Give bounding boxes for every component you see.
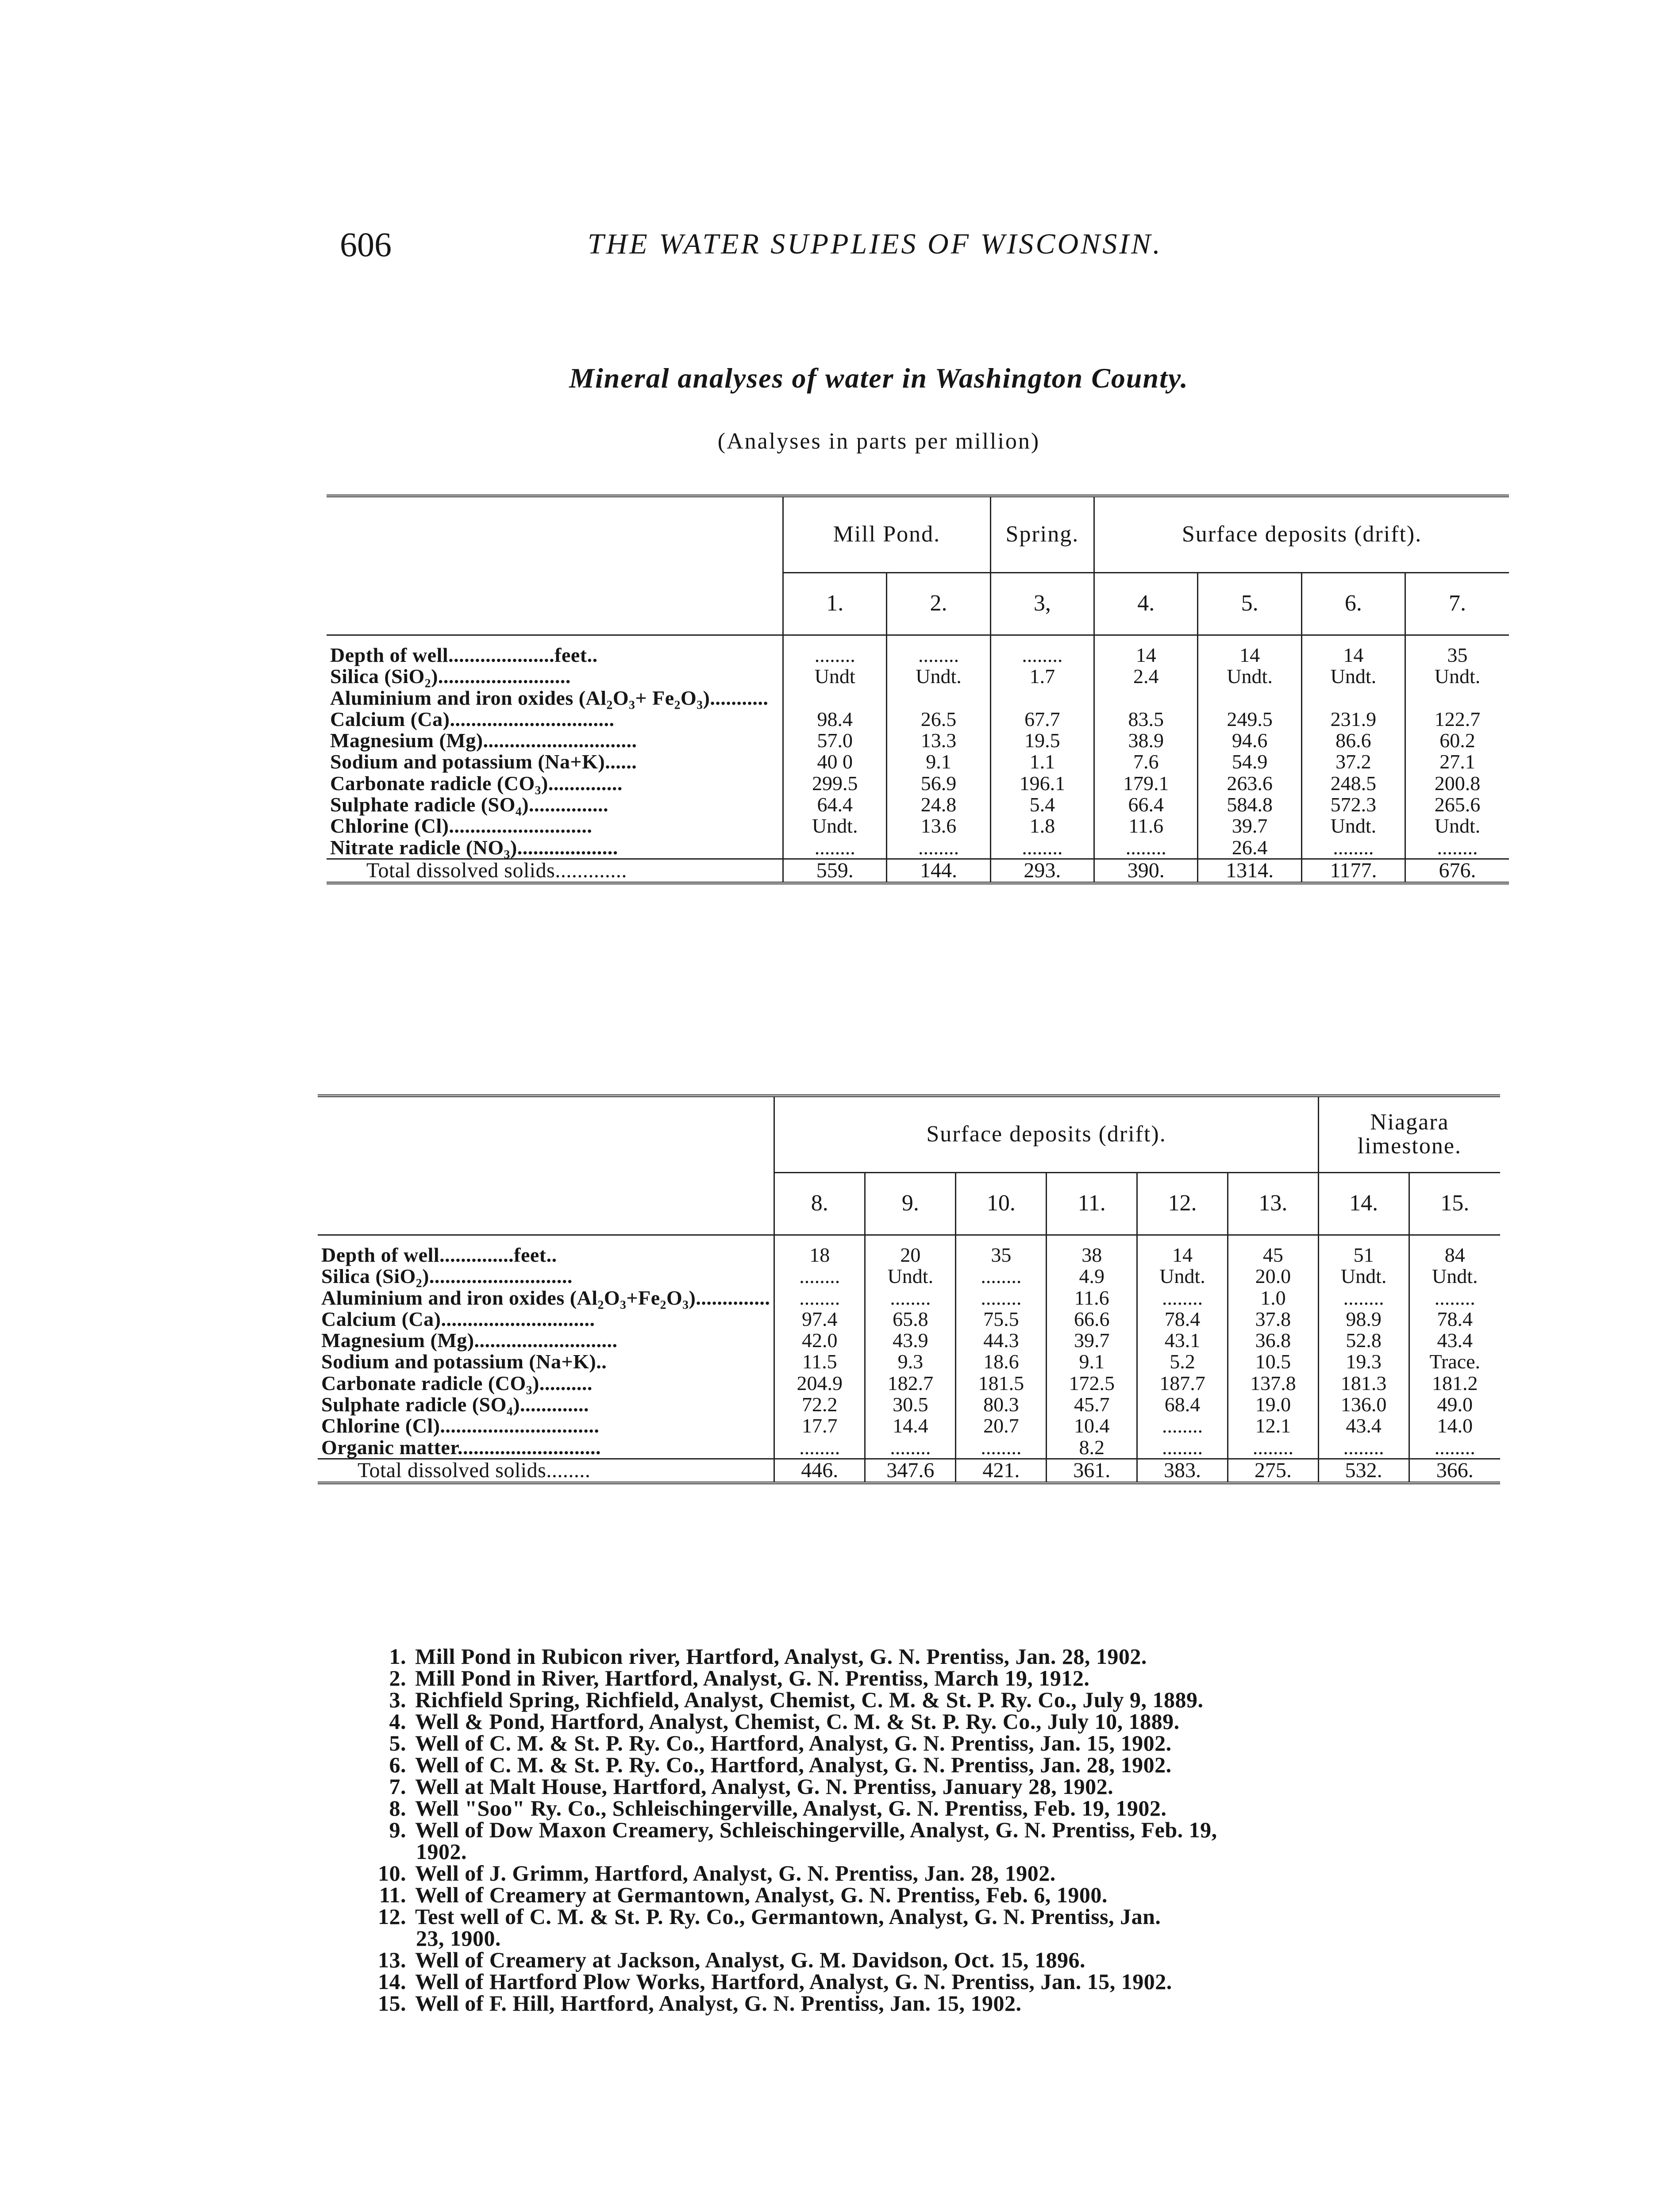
column-number: 5. <box>1198 572 1301 635</box>
page-number: 606 <box>340 225 392 264</box>
value-cell: 37.2 <box>1301 751 1405 772</box>
group-header-row <box>327 496 1509 572</box>
table-row <box>327 751 1509 772</box>
value-cell: 66.4 <box>1094 794 1198 815</box>
value-cell: 72.2 <box>774 1394 865 1415</box>
value-cell: 7.6 <box>1094 751 1198 772</box>
value-cell: Undt. <box>1301 666 1405 687</box>
value-cell: 14 <box>1301 645 1405 666</box>
value-cell: ........ <box>887 837 990 859</box>
total-cell: 532. <box>1318 1459 1409 1483</box>
note-number: 3. <box>389 1687 406 1712</box>
value-cell: 231.9 <box>1301 709 1405 730</box>
value-cell: 8.2 <box>1047 1437 1137 1459</box>
value-cell: 10.5 <box>1228 1351 1318 1372</box>
table-row <box>318 1287 1500 1309</box>
note-item <box>350 1884 1518 1906</box>
value-cell: Undt. <box>1301 815 1405 837</box>
value-cell: ........ <box>956 1437 1047 1459</box>
row-label: Chlorine (Cl)........................... <box>330 814 593 837</box>
value-cell: 60.2 <box>1405 730 1509 751</box>
row-label: Sodium and potassium (Na+K)...... <box>330 750 637 773</box>
total-label: Total dissolved solids........ <box>318 1459 774 1483</box>
value-cell: 248.5 <box>1301 773 1405 794</box>
note-item <box>350 1819 1518 1841</box>
value-cell: 181.5 <box>956 1373 1047 1394</box>
total-cell: 383. <box>1137 1459 1228 1483</box>
value-cell: 35 <box>956 1244 1047 1266</box>
total-cell: 144. <box>887 859 990 883</box>
table-row <box>318 1415 1500 1436</box>
note-item <box>350 1754 1518 1776</box>
column-number: 9. <box>865 1172 956 1235</box>
note-text: Well of J. Grimm, Hartford, Analyst, G. N. Prentiss, Jan. 28, 1902. <box>415 1861 1056 1886</box>
value-cell <box>887 687 990 709</box>
row-label: Carbonate radicle (CO₃).............. <box>330 772 623 795</box>
row-label: Silica (SiO₂)......................... <box>330 665 571 688</box>
value-cell: ........ <box>1137 1437 1228 1459</box>
value-cell: ........ <box>1405 837 1509 859</box>
value-cell: 97.4 <box>774 1309 865 1330</box>
value-cell: 64.4 <box>783 794 887 815</box>
table-row <box>327 815 1509 837</box>
column-number: 8. <box>774 1172 865 1235</box>
value-cell: Undt <box>783 666 887 687</box>
column-number: 1. <box>783 572 887 635</box>
value-cell: 1.8 <box>990 815 1094 837</box>
value-cell: 19.3 <box>1318 1351 1409 1372</box>
value-cell: 26.5 <box>887 709 990 730</box>
note-text: Well of C. M. & St. P. Ry. Co., Hartford, Analyst, G. N. Prentiss, Jan. 28, 1902. <box>415 1752 1172 1777</box>
value-cell: ........ <box>956 1287 1047 1309</box>
row-label: Depth of well..............feet.. <box>321 1244 557 1266</box>
page-header <box>340 225 1411 273</box>
value-cell <box>990 687 1094 709</box>
row-label: Depth of well....................feet.. <box>330 644 598 666</box>
value-cell: 136.0 <box>1318 1394 1409 1415</box>
value-cell: ........ <box>887 645 990 666</box>
value-cell: 181.2 <box>1409 1373 1500 1394</box>
value-cell: 39.7 <box>1198 815 1301 837</box>
total-cell: 347.6 <box>865 1459 956 1483</box>
value-cell: 9.3 <box>865 1351 956 1372</box>
value-cell: 19.5 <box>990 730 1094 751</box>
table-row <box>318 1351 1500 1372</box>
value-cell: 14 <box>1198 645 1301 666</box>
column-number-row <box>327 572 1509 635</box>
note-number: 15. <box>378 1991 406 2016</box>
column-number: 15. <box>1409 1172 1500 1235</box>
value-cell: 12.1 <box>1228 1415 1318 1436</box>
group-header: Mill Pond. <box>783 496 991 572</box>
value-cell: 66.6 <box>1047 1309 1137 1330</box>
note-item <box>350 1711 1518 1732</box>
column-number: 11. <box>1047 1172 1137 1235</box>
value-cell: 137.8 <box>1228 1373 1318 1394</box>
note-text: Test well of C. M. & St. P. Ry. Co., Germantown, Analyst, G. N. Prentiss, Jan. <box>415 1904 1161 1929</box>
value-cell: 43.1 <box>1137 1330 1228 1351</box>
note-item <box>350 1906 1518 1928</box>
value-cell: 200.8 <box>1405 773 1509 794</box>
value-cell: 94.6 <box>1198 730 1301 751</box>
value-cell: ........ <box>783 837 887 859</box>
value-cell: ........ <box>990 645 1094 666</box>
value-cell: 187.7 <box>1137 1373 1228 1394</box>
column-number: 14. <box>1318 1172 1409 1235</box>
running-title: THE WATER SUPPLIES OF WISCONSIN. <box>588 228 1162 260</box>
blank-header <box>318 1096 774 1172</box>
value-cell: 122.7 <box>1405 709 1509 730</box>
value-cell: 299.5 <box>783 773 887 794</box>
note-text: Well of C. M. & St. P. Ry. Co., Hartford, Analyst, G. N. Prentiss, Jan. 15, 1902. <box>415 1731 1172 1755</box>
analysis-table-1 <box>327 495 1509 887</box>
table-row <box>318 1373 1500 1394</box>
value-cell <box>783 687 887 709</box>
value-cell: 9.1 <box>1047 1351 1137 1372</box>
value-cell: 98.9 <box>1318 1309 1409 1330</box>
note-text: Well of Dow Maxon Creamery, Schleischingerville, Analyst, G. N. Prentiss, Feb. 19, <box>415 1817 1217 1842</box>
row-label: Aluminium and iron oxides (Al₂O₃+ Fe₂O₃)........... <box>330 686 769 709</box>
value-cell: 18 <box>774 1244 865 1266</box>
total-label: Total dissolved solids............. <box>327 859 783 883</box>
value-cell: 13.6 <box>887 815 990 837</box>
value-cell: Undt. <box>1405 815 1509 837</box>
value-cell: 5.4 <box>990 794 1094 815</box>
total-cell: 559. <box>783 859 887 883</box>
row-label: Sodium and potassium (Na+K).. <box>321 1350 607 1373</box>
note-text: Well "Soo" Ry. Co., Schleischingerville, Analyst, G. N. Prentiss, Feb. 19, 1902. <box>415 1796 1167 1820</box>
value-cell <box>1405 687 1509 709</box>
note-number: 8. <box>389 1796 406 1820</box>
column-number: 10. <box>956 1172 1047 1235</box>
note-text: Richfield Spring, Richfield, Analyst, Chemist, C. M. & St. P. Ry. Co., July 9, 1889. <box>415 1687 1204 1712</box>
value-cell: 20 <box>865 1244 956 1266</box>
value-cell: Trace. <box>1409 1351 1500 1372</box>
note-text: Well of Hartford Plow Works, Hartford, Analyst, G. N. Prentiss, Jan. 15, 1902. <box>415 1969 1172 1994</box>
column-number: 7. <box>1405 572 1509 635</box>
value-cell: 14 <box>1094 645 1198 666</box>
total-cell: 366. <box>1409 1459 1500 1483</box>
value-cell: 84 <box>1409 1244 1500 1266</box>
column-number: 6. <box>1301 572 1405 635</box>
value-cell: 19.0 <box>1228 1394 1318 1415</box>
source-notes <box>350 1646 1518 2014</box>
value-cell: 75.5 <box>956 1309 1047 1330</box>
value-cell: 35 <box>1405 645 1509 666</box>
column-number: 13. <box>1228 1172 1318 1235</box>
value-cell: 86.6 <box>1301 730 1405 751</box>
total-cell: 1177. <box>1301 859 1405 883</box>
value-cell: 39.7 <box>1047 1330 1137 1351</box>
bottom-rule-row <box>327 883 1509 887</box>
table-row <box>327 794 1509 815</box>
note-number: 4. <box>389 1709 406 1734</box>
value-cell: 43.9 <box>865 1330 956 1351</box>
value-cell: 42.0 <box>774 1330 865 1351</box>
note-text: Mill Pond in River, Hartford, Analyst, G. N. Prentiss, March 19, 1912. <box>415 1666 1090 1690</box>
table-row <box>318 1244 1500 1266</box>
value-cell: 54.9 <box>1198 751 1301 772</box>
value-cell: ........ <box>1137 1415 1228 1436</box>
value-cell: Undt. <box>1409 1266 1500 1287</box>
row-label: Nitrate radicle (NO₃)................... <box>330 836 618 859</box>
value-cell: 40 0 <box>783 751 887 772</box>
row-label: Magnesium (Mg)............................. <box>330 729 637 752</box>
value-cell: Undt. <box>1405 666 1509 687</box>
value-cell: Undt. <box>865 1266 956 1287</box>
value-cell: ........ <box>990 837 1094 859</box>
value-cell: 30.5 <box>865 1394 956 1415</box>
note-item <box>350 1797 1518 1819</box>
value-cell: ........ <box>1318 1437 1409 1459</box>
value-cell <box>1301 687 1405 709</box>
blank-header <box>318 1172 774 1235</box>
value-cell: 179.1 <box>1094 773 1198 794</box>
value-cell: ........ <box>1228 1437 1318 1459</box>
note-item <box>350 1732 1518 1754</box>
spacer-row <box>327 635 1509 645</box>
value-cell: 80.3 <box>956 1394 1047 1415</box>
value-cell: 20.7 <box>956 1415 1047 1436</box>
note-number: 13. <box>378 1947 406 1972</box>
note-item <box>350 1776 1518 1797</box>
note-text: Well of Creamery at Jackson, Analyst, G. M. Davidson, Oct. 15, 1896. <box>415 1947 1085 1972</box>
note-item <box>350 1646 1518 1667</box>
value-cell <box>1094 687 1198 709</box>
value-cell: 17.7 <box>774 1415 865 1436</box>
value-cell: ........ <box>1094 837 1198 859</box>
total-cell: 361. <box>1047 1459 1137 1483</box>
column-number: 2. <box>887 572 990 635</box>
note-continuation: 23, 1900. <box>416 1926 501 1951</box>
value-cell: 14.4 <box>865 1415 956 1436</box>
value-cell: 1.7 <box>990 666 1094 687</box>
value-cell: 56.9 <box>887 773 990 794</box>
analysis-table-2 <box>318 1094 1500 1487</box>
value-cell: ........ <box>1318 1287 1409 1309</box>
note-number: 6. <box>389 1752 406 1777</box>
value-cell: 49.0 <box>1409 1394 1500 1415</box>
note-text: Mill Pond in Rubicon river, Hartford, Analyst, G. N. Prentiss, Jan. 28, 1902. <box>415 1644 1147 1669</box>
value-cell: 18.6 <box>956 1351 1047 1372</box>
note-item <box>350 1667 1518 1689</box>
value-cell: ........ <box>865 1437 956 1459</box>
value-cell: ........ <box>1137 1287 1228 1309</box>
table-row <box>318 1437 1500 1459</box>
row-label: Calcium (Ca)............................. <box>321 1307 595 1330</box>
note-item <box>350 1689 1518 1711</box>
spacer-row <box>318 1235 1500 1245</box>
value-cell: 9.1 <box>887 751 990 772</box>
value-cell: ........ <box>956 1266 1047 1287</box>
blank-header <box>327 572 783 635</box>
value-cell: 11.6 <box>1047 1287 1137 1309</box>
value-cell: 57.0 <box>783 730 887 751</box>
row-label: Organic matter........................... <box>321 1436 601 1459</box>
column-number-row <box>318 1172 1500 1235</box>
value-cell: 11.5 <box>774 1351 865 1372</box>
note-text: Well & Pond, Hartford, Analyst, Chemist, C. M. & St. P. Ry. Co., July 10, 1889. <box>415 1709 1180 1734</box>
note-item <box>350 1949 1518 1971</box>
value-cell: 584.8 <box>1198 794 1301 815</box>
note-number: 9. <box>389 1817 406 1842</box>
note-item <box>350 1993 1518 2014</box>
value-cell: 83.5 <box>1094 709 1198 730</box>
value-cell: ........ <box>774 1437 865 1459</box>
total-row <box>327 859 1509 883</box>
note-number: 12. <box>378 1904 406 1929</box>
note-continuation: 1902. <box>416 1839 467 1864</box>
note-text: Well of F. Hill, Hartford, Analyst, G. N. Prentiss, Jan. 15, 1902. <box>415 1991 1022 2016</box>
total-cell: 421. <box>956 1459 1047 1483</box>
value-cell: 11.6 <box>1094 815 1198 837</box>
value-cell <box>1198 687 1301 709</box>
value-cell: ........ <box>774 1287 865 1309</box>
value-cell: 38.9 <box>1094 730 1198 751</box>
value-cell: 43.4 <box>1318 1415 1409 1436</box>
table-row <box>327 730 1509 751</box>
value-cell: 26.4 <box>1198 837 1301 859</box>
value-cell: ........ <box>774 1266 865 1287</box>
value-cell: Undt. <box>783 815 887 837</box>
value-cell: 45.7 <box>1047 1394 1137 1415</box>
value-cell: 5.2 <box>1137 1351 1228 1372</box>
value-cell: 78.4 <box>1409 1309 1500 1330</box>
value-cell: 2.4 <box>1094 666 1198 687</box>
table-row <box>327 709 1509 730</box>
value-cell: 10.4 <box>1047 1415 1137 1436</box>
value-cell: ........ <box>783 645 887 666</box>
note-number: 2. <box>389 1666 406 1690</box>
value-cell: ........ <box>1409 1287 1500 1309</box>
column-number: 3, <box>990 572 1094 635</box>
value-cell: 4.9 <box>1047 1266 1137 1287</box>
row-label: Carbonate radicle (CO₃).......... <box>321 1371 593 1394</box>
table-subtitle: (Analyses in parts per million) <box>717 429 1040 454</box>
value-cell: 27.1 <box>1405 751 1509 772</box>
column-number: 4. <box>1094 572 1198 635</box>
value-cell: 98.4 <box>783 709 887 730</box>
column-number: 12. <box>1137 1172 1228 1235</box>
value-cell: 43.4 <box>1409 1330 1500 1351</box>
value-cell: Undt. <box>1137 1266 1228 1287</box>
value-cell: 45 <box>1228 1244 1318 1266</box>
table-row <box>318 1394 1500 1415</box>
value-cell: 68.4 <box>1137 1394 1228 1415</box>
group-header: Surface deposits (drift). <box>1094 496 1509 572</box>
row-label: Chlorine (Cl).............................. <box>321 1414 600 1437</box>
value-cell: 38 <box>1047 1244 1137 1266</box>
value-cell: 13.3 <box>887 730 990 751</box>
total-cell: 1314. <box>1198 859 1301 883</box>
value-cell: 181.3 <box>1318 1373 1409 1394</box>
bottom-rule-row <box>318 1483 1500 1487</box>
table-row <box>327 687 1509 709</box>
value-cell: 14 <box>1137 1244 1228 1266</box>
value-cell: ........ <box>1301 837 1405 859</box>
value-cell: Undt. <box>887 666 990 687</box>
value-cell: 204.9 <box>774 1373 865 1394</box>
value-cell: Undt. <box>1318 1266 1409 1287</box>
group-header: Surface deposits (drift). <box>774 1096 1318 1172</box>
value-cell: 14.0 <box>1409 1415 1500 1436</box>
value-cell: 182.7 <box>865 1373 956 1394</box>
value-cell: 196.1 <box>990 773 1094 794</box>
note-number: 1. <box>389 1644 406 1669</box>
total-cell: 390. <box>1094 859 1198 883</box>
note-number: 10. <box>378 1861 406 1886</box>
table-title: Mineral analyses of water in Washington County. <box>569 362 1189 394</box>
value-cell: 65.8 <box>865 1309 956 1330</box>
note-number: 11. <box>379 1882 406 1907</box>
table-row <box>327 837 1509 859</box>
value-cell: 36.8 <box>1228 1330 1318 1351</box>
total-cell: 293. <box>990 859 1094 883</box>
table-row <box>318 1266 1500 1287</box>
note-number: 5. <box>389 1731 406 1755</box>
note-item <box>350 1863 1518 1884</box>
value-cell: 52.8 <box>1318 1330 1409 1351</box>
value-cell: 172.5 <box>1047 1373 1137 1394</box>
row-label: Silica (SiO₂)........................... <box>321 1265 573 1288</box>
value-cell: 20.0 <box>1228 1266 1318 1287</box>
value-cell: 37.8 <box>1228 1309 1318 1330</box>
row-label: Sulphate radicle (SO₄)............. <box>321 1393 589 1416</box>
value-cell: ........ <box>865 1287 956 1309</box>
value-cell: 265.6 <box>1405 794 1509 815</box>
total-cell: 676. <box>1405 859 1509 883</box>
row-label: Sulphate radicle (SO₄)............... <box>330 793 609 816</box>
value-cell: 78.4 <box>1137 1309 1228 1330</box>
value-cell: 572.3 <box>1301 794 1405 815</box>
row-label: Aluminium and iron oxides (Al₂O₃+Fe₂O₃).............. <box>321 1286 770 1309</box>
table-row <box>318 1309 1500 1330</box>
row-label: Calcium (Ca)............................... <box>330 707 615 730</box>
note-text: Well of Creamery at Germantown, Analyst, G. N. Prentiss, Feb. 6, 1900. <box>415 1882 1108 1907</box>
table-row <box>327 666 1509 687</box>
value-cell: 249.5 <box>1198 709 1301 730</box>
value-cell: Undt. <box>1198 666 1301 687</box>
group-header: Spring. <box>990 496 1094 572</box>
value-cell: 44.3 <box>956 1330 1047 1351</box>
note-number: 14. <box>378 1969 406 1994</box>
value-cell: ........ <box>1409 1437 1500 1459</box>
value-cell: 1.0 <box>1228 1287 1318 1309</box>
table-row <box>327 773 1509 794</box>
value-cell: 51 <box>1318 1244 1409 1266</box>
value-cell: 1.1 <box>990 751 1094 772</box>
value-cell: 263.6 <box>1198 773 1301 794</box>
table-row <box>327 645 1509 666</box>
group-header: Niagara limestone. <box>1318 1096 1500 1172</box>
total-cell: 446. <box>774 1459 865 1483</box>
note-item <box>350 1971 1518 1993</box>
note-number: 7. <box>389 1774 406 1799</box>
value-cell: 24.8 <box>887 794 990 815</box>
note-text: Well at Malt House, Hartford, Analyst, G. N. Prentiss, January 28, 1902. <box>415 1774 1114 1799</box>
total-row <box>318 1459 1500 1483</box>
group-header-row <box>318 1096 1500 1172</box>
blank-header <box>327 496 783 572</box>
row-label: Magnesium (Mg)........................... <box>321 1329 618 1352</box>
table-row <box>318 1330 1500 1351</box>
total-cell: 275. <box>1228 1459 1318 1483</box>
value-cell: 67.7 <box>990 709 1094 730</box>
